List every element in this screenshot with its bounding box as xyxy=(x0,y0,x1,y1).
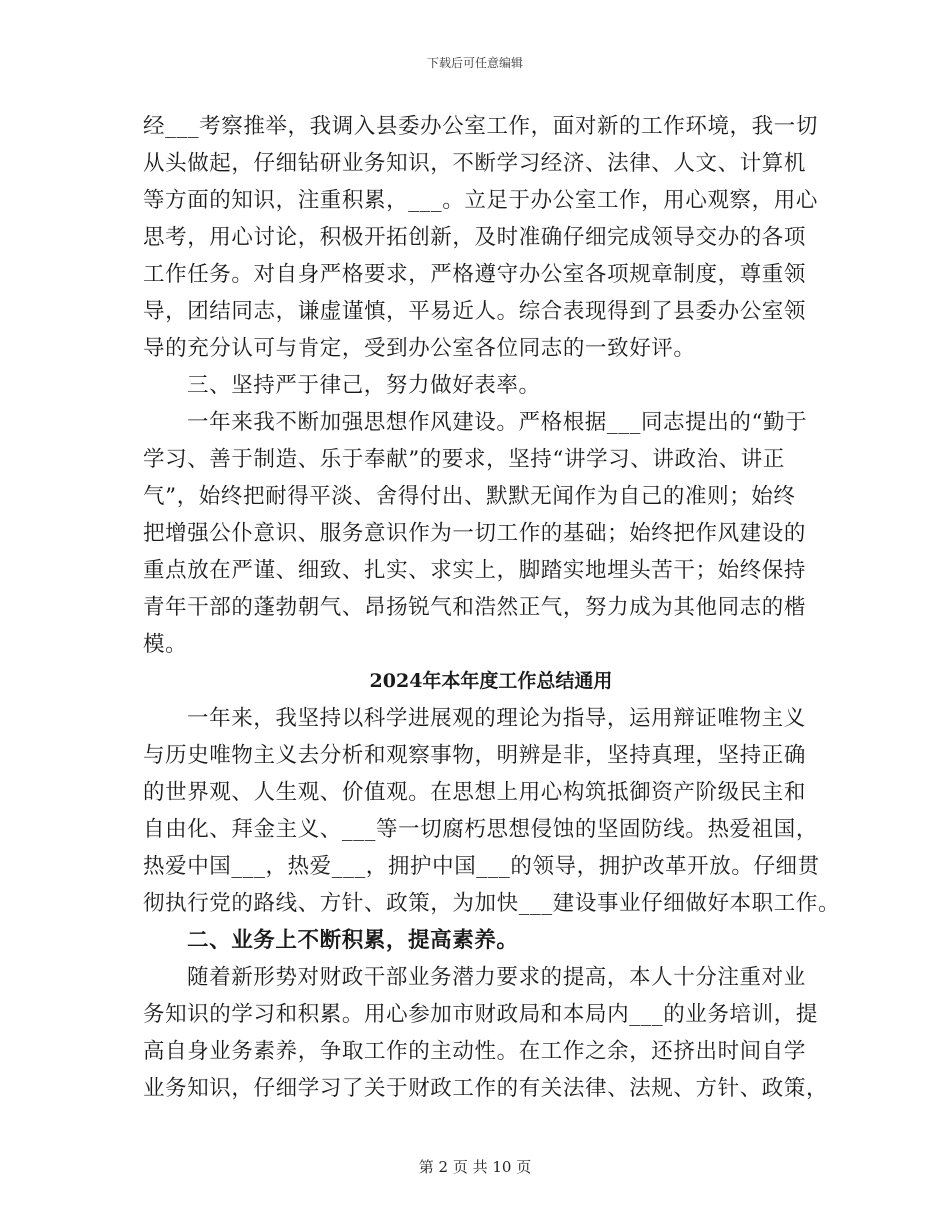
paragraph-line: 导的充分认可与肯定，受到办公室各位同志的一致好评。 xyxy=(143,336,696,361)
paragraph-line: 热爱中国___，热爱___，拥护中国___的领导，拥护改革开放。仔细贯 xyxy=(143,854,820,879)
paragraph-line: 把增强公仆意识、服务意识作为一切工作的基础；始终把作风建设的 xyxy=(143,521,807,546)
paragraph-line: 业务知识，仔细学习了关于财政工作的有关法律、法规、方针、政策， xyxy=(143,1076,829,1101)
paragraph-line: 青年干部的蓬勃朝气、昂扬锐气和浩然正气，努力成为其他同志的楷 xyxy=(143,595,807,620)
paragraph-line: 一年来我不断加强思想作风建设。严格根据___同志提出的“勤于 xyxy=(187,410,808,435)
paragraph-line: 气”，始终把耐得平淡、舍得付出、默默无闻作为自己的准则；始终 xyxy=(143,484,796,509)
section-heading-two: 二、业务上不断积累，提高素养。 xyxy=(187,928,519,953)
paragraph-line: 务知识的学习和积累。用心参加市财政局和本局内___的业务培训，提 xyxy=(143,1002,818,1027)
paragraph-line: 学习、善于制造、乐于奉献”的要求，坚持“讲学习、讲政治、讲正 xyxy=(143,447,785,472)
paragraph-line: 的世界观、人生观、价值观。在思想上用心构筑抵御资产阶级民主和 xyxy=(143,780,807,805)
paragraph-line: 与历史唯物主义去分析和观察事物，明辨是非，坚持真理，坚持正确 xyxy=(143,743,807,768)
paragraph-line: 工作任务。对自身严格要求，严格遵守办公室各项规章制度，尊重领 xyxy=(143,262,807,287)
document-body xyxy=(143,108,841,1107)
paragraph-line: 模。 xyxy=(143,632,188,657)
paragraph-line: 等方面的知识，注重积累，___。立足于办公室工作，用心观察，用心 xyxy=(143,188,818,213)
paragraph-line: 从头做起，仔细钻研业务知识，不断学习经济、法律、人文、计算机 xyxy=(143,151,807,176)
paragraph-line: 重点放在严谨、细致、扎实、求实上，脚踏实地埋头苦干；始终保持 xyxy=(143,558,807,583)
paragraph-line: 高自身业务素养，争取工作的主动性。在工作之余，还挤出时间自学 xyxy=(143,1039,807,1064)
paragraph-line: 彻执行党的路线、方针、政策，为加快___建设事业仔细做好本职工作。 xyxy=(143,891,841,916)
document-title: 2024年本年度工作总结通用 xyxy=(369,670,613,692)
page-footer: 第 2 页 共 10 页 xyxy=(418,1158,532,1176)
paragraph-line: 思考，用心讨论，积极开拓创新，及时准确仔细完成领导交办的各项 xyxy=(143,225,807,250)
paragraph-line: 导，团结同志，谦虚谨慎，平易近人。综合表现得到了县委办公室领 xyxy=(143,299,807,324)
section-heading-three: 三、坚持严于律己，努力做好表率。 xyxy=(187,373,541,398)
paragraph-line: 自由化、拜金主义、___等一切腐朽思想侵蚀的坚固防线。热爱祖国， xyxy=(143,817,818,842)
paragraph-line: 经___考察推举，我调入县委办公室工作，面对新的工作环境，我一切 xyxy=(143,114,818,139)
paragraph-line: 一年来，我坚持以科学进展观的理论为指导，运用辩证唯物主义 xyxy=(187,706,806,731)
paragraph-line: 随着新形势对财政干部业务潜力要求的提高，本人十分注重对业 xyxy=(187,965,806,990)
page-header: 下载后可任意编辑 xyxy=(426,56,523,70)
